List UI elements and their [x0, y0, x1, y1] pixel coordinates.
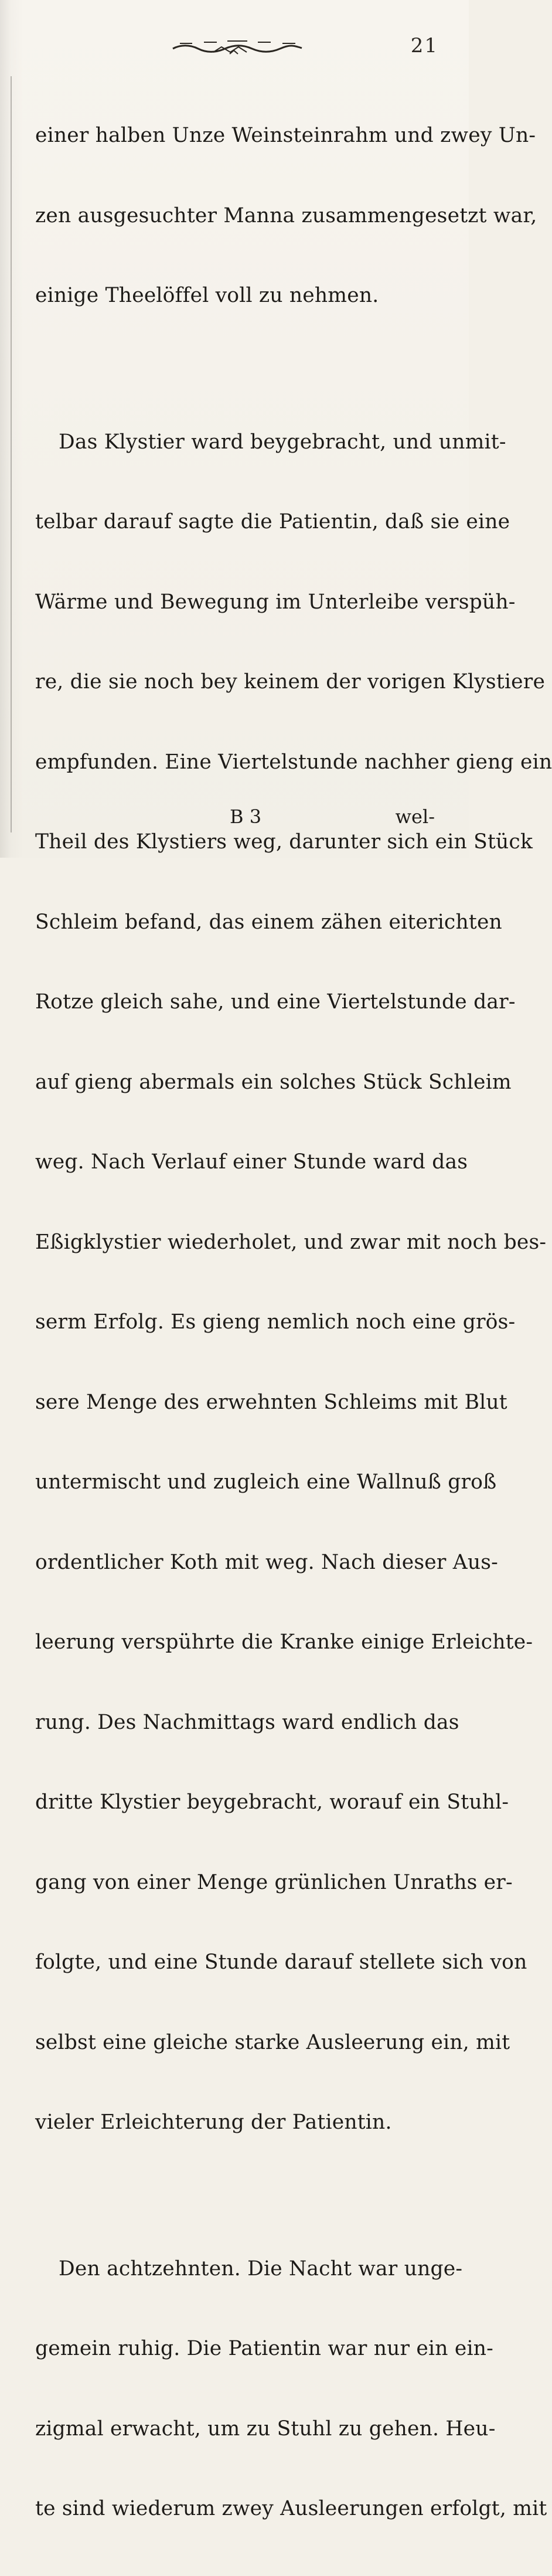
text-line-17: untermischt und zugleich eine Wallnuß groß — [35, 1470, 497, 1494]
text-line-9: Theil des Klystiers weg, darunter sich ein Stück — [35, 830, 533, 854]
text-line-27: gemein ruhig. Die Patientin war nur ein ein- — [35, 2337, 493, 2360]
text-line-3: einige Theelöffel voll zu nehmen. — [35, 284, 379, 307]
text-line-24: selbst eine gleiche starke Ausleerung ein, mit — [35, 2030, 510, 2054]
text-line-8: empfunden. Eine Viertelstunde nachher gieng ein — [35, 750, 552, 774]
text-line-13: weg. Nach Verlauf einer Stunde ward das — [35, 1150, 468, 1174]
header-ornament-icon — [170, 36, 305, 56]
text-line-1: einer halben Unze Weinsteinrahm und zwey Un- — [35, 124, 536, 147]
text-line-18: ordentlicher Koth mit weg. Nach dieser Aus- — [35, 1550, 499, 1574]
printer-signature: B 3 — [230, 806, 262, 828]
text-line-16: sere Menge des erwehnten Schleims mit Blut — [35, 1390, 507, 1414]
text-line-6: Wärme und Bewegung im Unterleibe verspüh- — [35, 590, 516, 614]
text-line-7: re, die sie noch bey keinem der vorigen Klystiere — [35, 670, 546, 694]
text-line-2: zen ausgesuchter Manna zusammengesetzt war, — [35, 203, 537, 227]
text-line-4: Das Klystier ward beygebracht, und unmit- — [59, 430, 506, 454]
text-line-23: folgte, und eine Stunde darauf stellete sich von — [35, 1950, 527, 1974]
text-line-22: gang von einer Menge grünlichen Unraths er- — [35, 1870, 513, 1894]
paragraph-spacer-1 — [35, 363, 439, 376]
page-number: 21 — [410, 34, 438, 57]
text-line-5: telbar darauf sagte die Patientin, daß sie eine — [35, 510, 510, 533]
text-line-12: auf gieng abermals ein solches Stück Schleim — [35, 1070, 512, 1094]
text-line-28: zigmal erwacht, um zu Stuhl zu gehen. Heu- — [35, 2417, 496, 2441]
text-line-21: dritte Klystier beygebracht, worauf ein Stuhl- — [35, 1790, 509, 1814]
main-text-block — [35, 69, 552, 2576]
text-line-19: leerung verspührte die Kranke einige Erleichte- — [35, 1630, 533, 1654]
text-line-15: serm Erfolg. Es gieng nemlich noch eine grös- — [35, 1310, 516, 1334]
text-line-14: Eßigklystier wiederholet, und zwar mit noch bes- — [35, 1230, 547, 1254]
binding-shadow-line — [11, 76, 12, 832]
text-line-20: rung. Des Nachmittags ward endlich das — [35, 1710, 459, 1734]
text-line-10: Schleim befand, das einem zähen eiterichten — [35, 910, 502, 934]
catchword: wel- — [395, 806, 435, 828]
text-line-26: Den achtzehnten. Die Nacht war unge- — [59, 2256, 463, 2281]
paragraph-spacer-2 — [35, 2190, 439, 2203]
text-line-29: te sind wiederum zwey Ausleerungen erfolgt, mit — [35, 2497, 547, 2520]
text-line-11: Rotze gleich sahe, und eine Viertelstunde dar- — [35, 990, 516, 1014]
text-line-25: vieler Erleichterung der Patientin. — [35, 2111, 392, 2134]
